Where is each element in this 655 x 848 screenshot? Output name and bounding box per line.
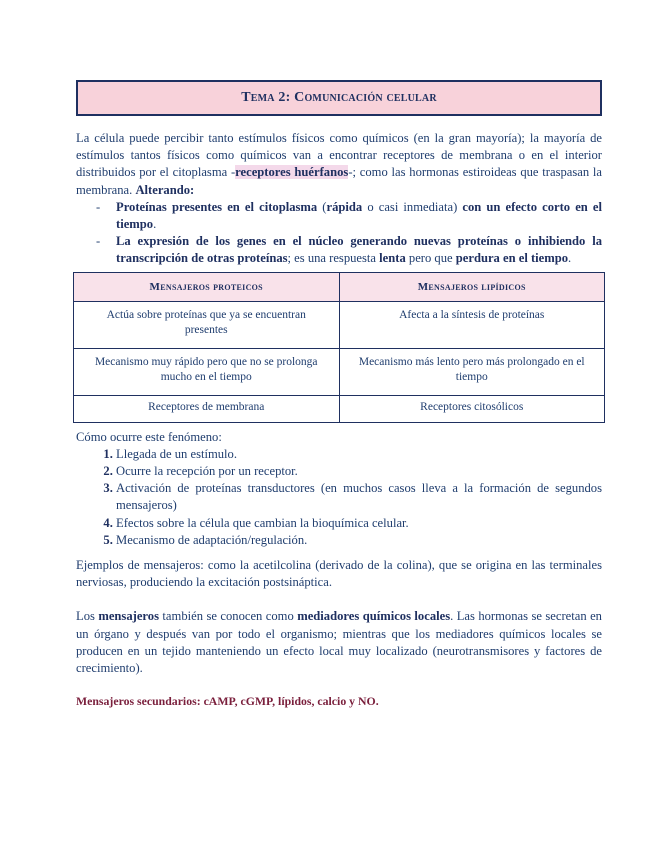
list-item: 3. Activación de proteínas transductores (en muchos casos lleva a la formación de segundos mensajeros) (116, 480, 602, 514)
page-title: Tema 2: Comunicación celular (76, 80, 602, 116)
table-header: Mensajeros lipídicos (339, 272, 605, 301)
intro-text-2: -; como las hormonas estiroideas que traspasan la membrana. (76, 165, 602, 197)
table-row (74, 395, 605, 422)
list-item: 2. Ocurre la recepción por un receptor. (116, 463, 602, 480)
intro-text-1: La célula puede percibir tanto estímulos físicos como químicos (en la gran mayoría); la mayoría de estímulos tantos físicos como químicos van a encontrar receptores de membrana o en el interior distribuidos por el citoplasma - (76, 131, 602, 180)
steps-list (76, 446, 602, 549)
list-item: 4. Efectos sobre la célula que cambian la bioquímica celular. (116, 515, 602, 532)
table-cell: Actúa sobre proteínas que ya se encuentran presentes (74, 301, 340, 348)
table-cell: Receptores de membrana (74, 395, 340, 422)
list-item: - Proteínas presentes en el citoplasma (rápida o casi inmediata) con un efecto corto en el tiempo. (76, 199, 602, 233)
effects-list (76, 199, 602, 268)
list-item: 1. Llegada de un estímulo. (116, 446, 602, 463)
table-row (74, 301, 605, 348)
highlighted-term: receptores huérfanos (235, 165, 349, 180)
intro-bold-end: Alterando: (135, 182, 195, 197)
intro-paragraph (76, 130, 602, 199)
document-page (76, 80, 602, 709)
table-cell: Receptores citosólicos (339, 395, 605, 422)
table-cell: Afecta a la síntesis de proteínas (339, 301, 605, 348)
mediators-paragraph: Los mensajeros también se conocen como mediadores químicos locales. Las hormonas se secretan en un órgano y después van por todo el organismo; mientras que los mediadores químicos locales se producen en un tejido manteniendo un efecto local muy localizado (neurotransmisores y factores de crecimiento). (76, 609, 602, 676)
steps-intro: Cómo ocurre este fenómeno: (76, 429, 222, 444)
table-header-row (74, 272, 605, 301)
examples-paragraph: Ejemplos de mensajeros: como la acetilcolina (derivado de la colina), que se origina en las terminales nerviosas, produciendo la excitación postsináptica. (76, 558, 602, 590)
table-cell: Mecanismo muy rápido pero que no se prolonga mucho en el tiempo (74, 348, 340, 395)
list-item: - La expresión de los genes en el núcleo generando nuevas proteínas o inhibiendo la transcripción de otras proteínas; es una respuesta lenta pero que perdura en el tiempo. (76, 233, 602, 267)
table-cell: Mecanismo más lento pero más prolongado en el tiempo (339, 348, 605, 395)
table-header: Mensajeros proteicos (74, 272, 340, 301)
messengers-table (73, 272, 605, 423)
list-item: 5. Mecanismo de adaptación/regulación. (116, 532, 602, 549)
table-row (74, 348, 605, 395)
secondary-messengers-note: Mensajeros secundarios: cAMP, cGMP, lípidos, calcio y NO. (76, 694, 379, 709)
